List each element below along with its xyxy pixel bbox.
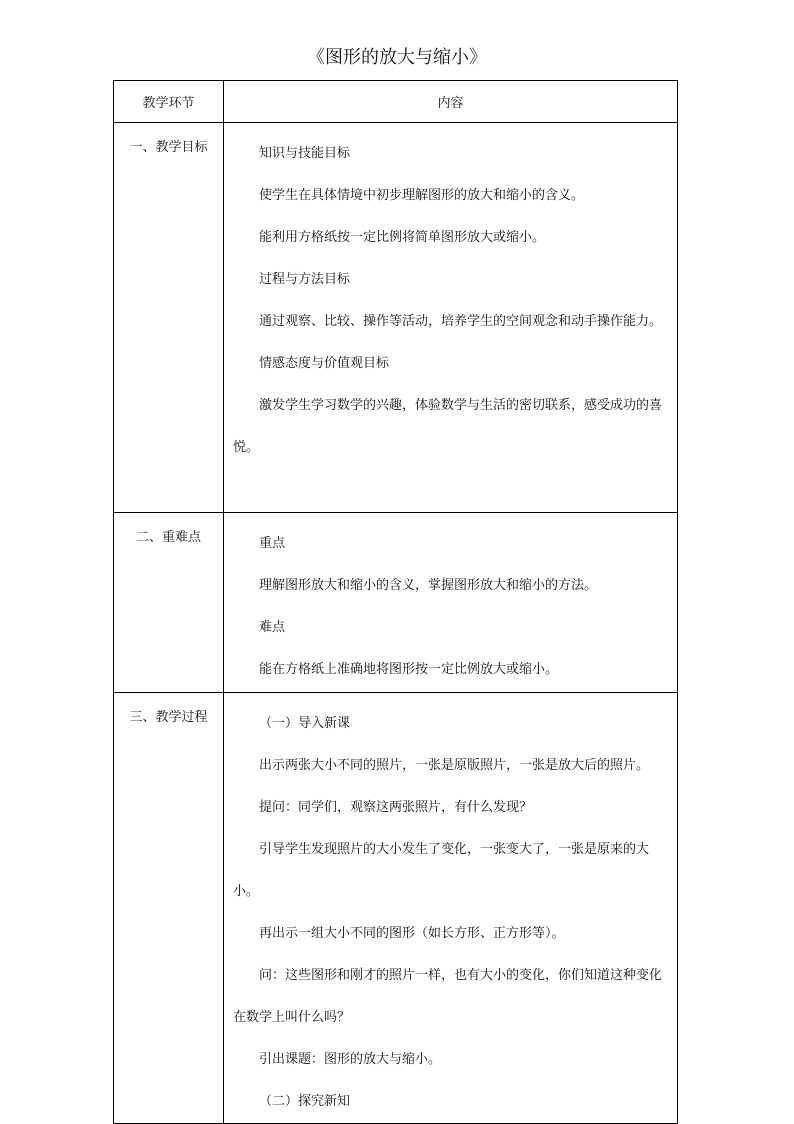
section-label-key-points: 二、重难点 [114, 513, 224, 693]
content-line: （一）导入新课 [259, 716, 351, 731]
content-line: 情感态度与价值观目标 [259, 356, 390, 371]
header-stage: 教学环节 [114, 81, 224, 123]
content-line: 出示两张大小不同的照片，一张是原版照片，一张是放大后的照片。 [259, 758, 650, 773]
content-line: 引出课题：图形的放大与缩小。 [259, 1052, 442, 1067]
content-line: 再出示一组大小不同的图形（如长方形、正方形等）。 [259, 926, 565, 941]
content-line: 重点 [259, 536, 286, 551]
section-label-process: 三、教学过程 [114, 693, 224, 1124]
content-line: 难点 [259, 620, 286, 635]
table-row-process [114, 693, 678, 1124]
content-line: 提问：同学们，观察这两张照片，有什么发现？ [259, 800, 533, 815]
lesson-plan-table [113, 80, 678, 1124]
content-line: 能利用方格纸按一定比例将简单图形放大或缩小。 [259, 230, 546, 245]
content-line: 通过观察、比较、操作等活动，培养学生的空间观念和动手操作能力。 [259, 314, 663, 329]
section-content-objectives [224, 123, 678, 513]
section-content-process [224, 693, 678, 1124]
content-line: （二）探究新知 [259, 1094, 351, 1109]
content-line: 激发学生学习数学的兴趣，体验数学与生活的密切联系，感受成功的喜悦。 [233, 398, 663, 455]
content-line: 知识与技能目标 [259, 146, 351, 161]
content-line: 使学生在具体情境中初步理解图形的放大和缩小的含义。 [259, 188, 585, 203]
document-title: 《图形的放大与缩小》 [307, 47, 487, 68]
section-content-key-points [224, 513, 678, 693]
table-row-objectives [114, 123, 678, 513]
content-line: 理解图形放大和缩小的含义，掌握图形放大和缩小的方法。 [259, 578, 598, 593]
content-line: 能在方格纸上准确地将图形按一定比例放大或缩小。 [259, 662, 559, 677]
content-line: 过程与方法目标 [259, 272, 351, 287]
section-label-objectives: 一、教学目标 [114, 123, 224, 513]
table-row-key-points [114, 513, 678, 693]
content-line: 引导学生发现照片的大小发生了变化，一张变大了，一张是原来的大小。 [233, 842, 650, 899]
table-header-row [114, 81, 678, 123]
header-content: 内容 [224, 81, 678, 123]
content-line: 问：这些图形和刚才的照片一样，也有大小的变化，你们知道这种变化在数学上叫什么吗？ [233, 968, 663, 1025]
